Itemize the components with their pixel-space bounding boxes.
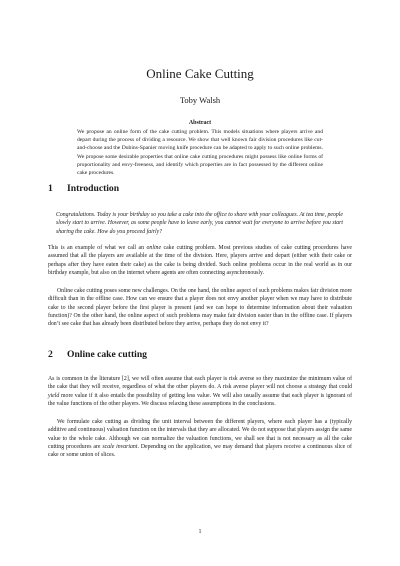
intro-paragraph-2 [48,287,352,329]
intro-p1-part-a: This is an example of what we call an [48,245,147,251]
section2-paragraph-2 [48,418,352,460]
section-heading-introduction [48,183,119,194]
s2-p2-part-b: . Depending on the application, we may demand that players receive a continuous slice of cake or some union of slices. [48,444,352,459]
section-title: Online cake cutting [67,349,147,360]
s2-p2-part-a: We formulate cake cutting as dividing the unit interval between the different players, where each player has a (typically additive and continuous) valuation function on the intervals that they are allocated. We do not suppose that players assign the same value to the whole cake. Although we can normalize the valuation functions, we shall see that is not necessary as all the cake cutting procedures are [48,419,352,451]
epigraph: Congratulations. Today is your birthday so you take a cake into the office to share with your colleagues. At tea time, people slowly start to arrive. However, as some people have to leave early, you cannot wait for everyone to arrive before you start sharing the cake. How do you proceed fairly? [56,212,343,235]
s2-p1-emphasis: yield [48,392,60,399]
abstract-text: We propose an online form of the cake cutting problem. This models situations where players arrive and depart during the process of dividing a resource. We show that well known fair division procedures like cut-and-choose and the Dubins-Spanier moving knife procedure can be adapted to apply to such online problems. We propose some desirable properties that online cake cutting procedures might possess like online forms of proportionality and envy-freeness, and identify which properties are in fact possessed by the different online cake procedures. [77,129,323,177]
intro-paragraph-1 [48,244,352,277]
s2-p2-emphasis: scale invariant [102,444,138,451]
s2-p1-part-a: As is common in the literature [2], we will often assume that each player is risk averse so they maximize the minimum value of the cake that they will receive, regardless of what the other players do. A risk averse player will not choose a strategy that could [48,376,352,391]
abstract-heading: Abstract [188,120,212,126]
s2-p1-part-b: more value if it also entails the possibility of getting less value. We will also usually assume that each player is ignorant of the value functions of the other players. We discuss relaxing these assumptions in the conclusions. [48,392,352,408]
page-number: 1 [198,529,202,535]
paper-author: Toby Walsh [179,95,221,105]
section2-paragraph-1 [48,375,352,408]
intro-p2-text: Online cake cutting poses some new challenges. On the one hand, the online aspect of such problems makes fair division more difficult than in the offline case. How can we ensure that a player does not envy another player when we may have to distribute cake to the second player before the first player is present (and we can hope to determine information about their valuation function)? On the other hand, the online aspect of such problems may make fair division easier than in the offline case. If players don’t see cake that has already been distributed before they arrive, perhaps they do not envy it? [48,288,352,328]
intro-p1-part-b: cake cutting problem. Most previous studies of cake cutting procedures have assumed that all the players are available at the time of the division. Here, players arrive and depart (either with their cake or perhaps after they have eaten their cake) as the cake is being divided. Such online problems occur in the real world as in our birthday example, but also on the internet where agents are often connecting asynchronously. [48,245,352,277]
section-number: 1 [48,183,53,194]
section-title: Introduction [67,183,120,194]
section-heading-online-cake-cutting [48,349,147,360]
intro-p1-emphasis: online [146,245,162,251]
paper-title: Online Cake Cutting [146,66,254,81]
section-number: 2 [48,349,53,360]
